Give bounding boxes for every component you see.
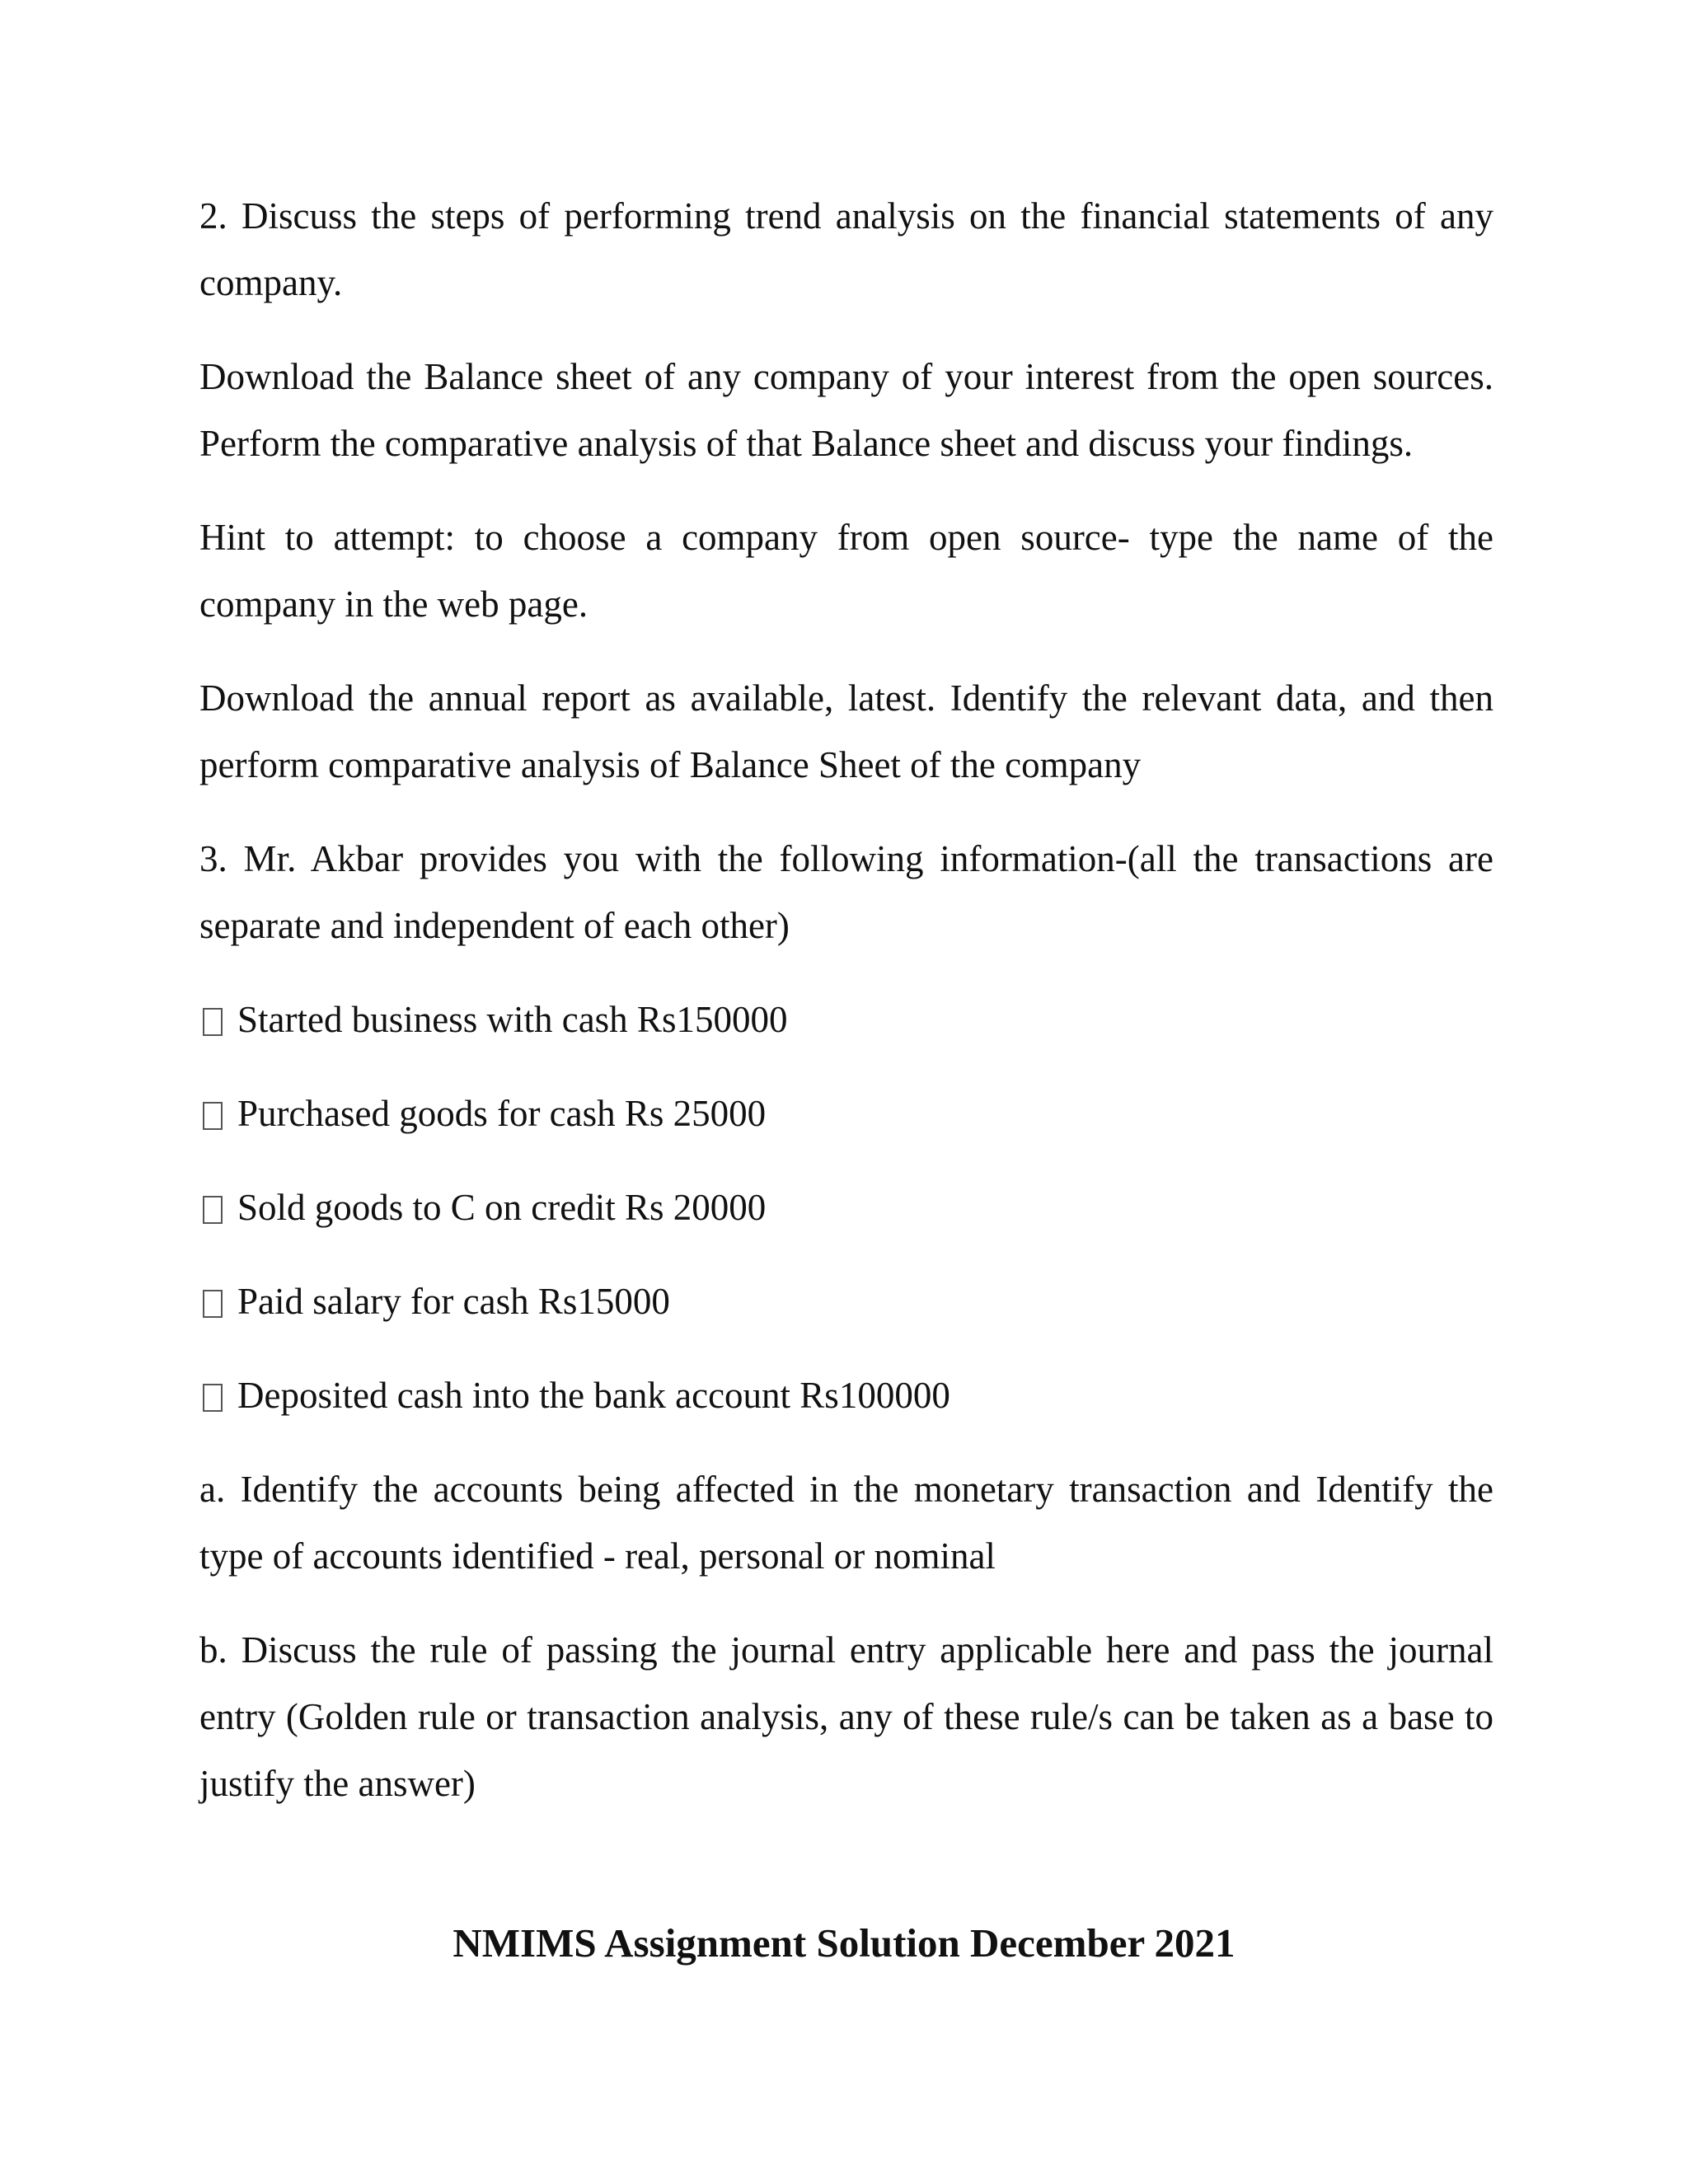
document-body: [199, 183, 1493, 1817]
transaction-text: Deposited cash into the bank account Rs100000: [237, 1375, 950, 1416]
bullet-box-icon: [203, 1196, 223, 1224]
question-a-text: a. Identify the accounts being affected in the monetary transaction and Identify the type of accounts identified - real, personal or nominal: [199, 1469, 1493, 1577]
transaction-item: [199, 987, 1493, 1053]
download-balance-sheet-text: Download the Balance sheet of any company of your interest from the open sources. Perform the comparative analysis of that Balance sheet and discuss your findings.: [199, 356, 1493, 464]
bullet-box-icon: [203, 1384, 223, 1412]
question-2-text: 2. Discuss the steps of performing trend analysis on the financial statements of any company.: [199, 195, 1493, 303]
transaction-text: Purchased goods for cash Rs 25000: [237, 1093, 767, 1134]
transaction-item: [199, 1362, 1493, 1429]
bullet-box-icon: [203, 1290, 223, 1318]
question-b-text: b. Discuss the rule of passing the journal entry applicable here and pass the journal entry (Golden rule or transaction analysis, any of these rule/s can be taken as a base to justify the answer): [199, 1629, 1493, 1804]
transaction-item: [199, 1174, 1493, 1241]
bullet-box-icon: [203, 1102, 223, 1130]
bullet-box-icon: [203, 1008, 223, 1036]
footer-title: NMIMS Assignment Solution December 2021: [452, 1920, 1236, 1966]
question-3-intro: 3. Mr. Akbar provides you with the following information-(all the transactions are separate and independent of each other): [199, 838, 1493, 946]
transaction-text: Started business with cash Rs150000: [237, 999, 788, 1040]
transaction-text: Paid salary for cash Rs15000: [237, 1281, 670, 1322]
transaction-item: [199, 1268, 1493, 1335]
transaction-text: Sold goods to C on credit Rs 20000: [237, 1187, 767, 1228]
hint-text: Hint to attempt: to choose a company from open source- type the name of the company in the web page.: [199, 517, 1493, 625]
download-annual-report-text: Download the annual report as available, latest. Identify the relevant data, and then perform comparative analysis of Balance Sheet of the company: [199, 677, 1493, 785]
transaction-item: [199, 1080, 1493, 1147]
